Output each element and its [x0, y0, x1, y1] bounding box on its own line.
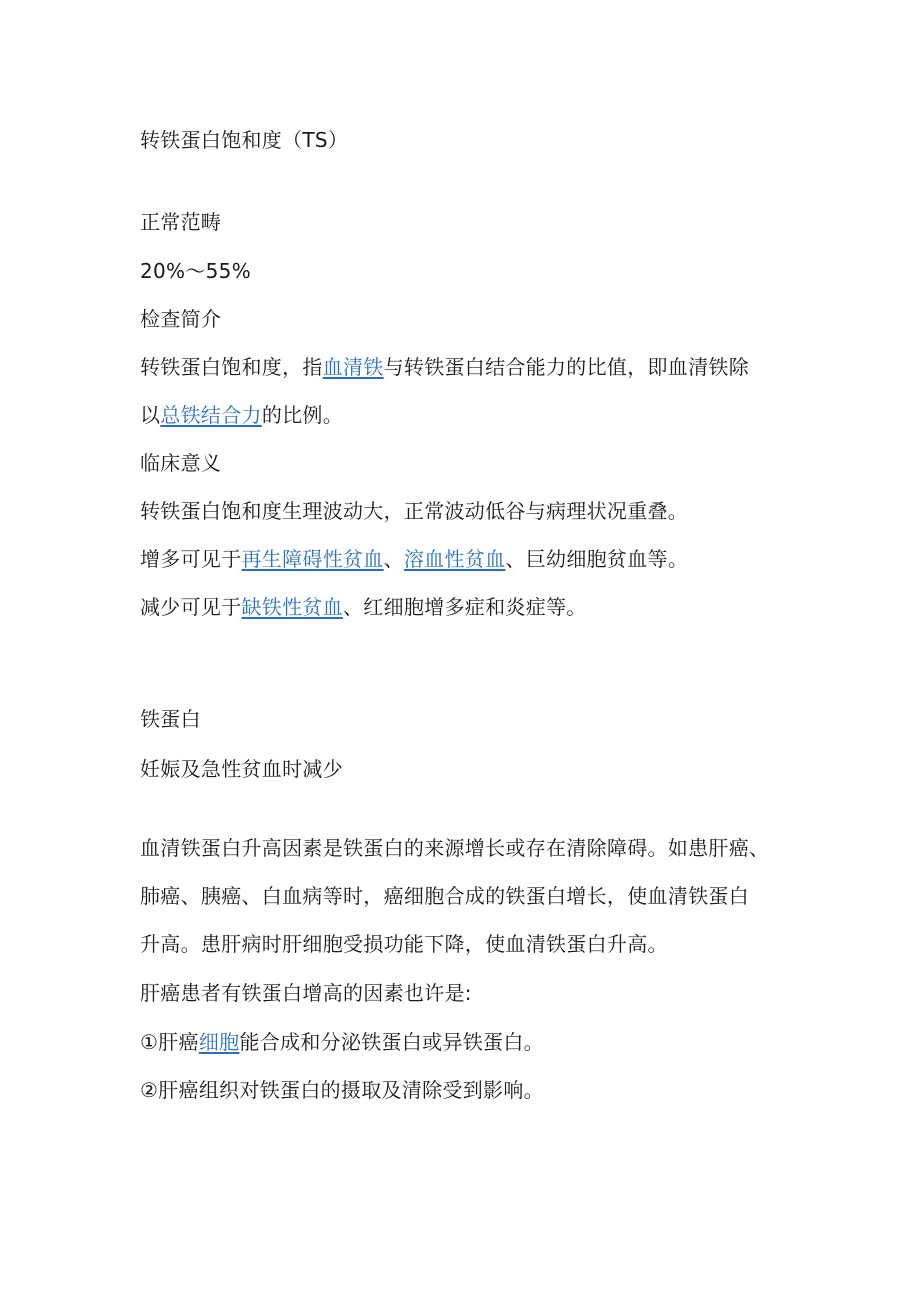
ferritin-title: 铁蛋白 — [140, 707, 201, 731]
intro-heading: 检查简介 — [140, 307, 222, 331]
link-total-iron-binding-capacity[interactable]: 总铁结合力 — [160, 403, 262, 427]
decrease-text-b: 、红细胞增多症和炎症等。 — [343, 595, 587, 619]
intro-line-1 — [140, 355, 749, 379]
intro-line-2 — [140, 403, 343, 427]
link-cell[interactable]: 细胞 — [198, 1030, 240, 1054]
point-2: ②肝癌组织对铁蛋白的摄取及清除受到影响。 — [140, 1078, 544, 1102]
link-serum-iron[interactable]: 血清铁 — [322, 355, 384, 379]
ferritin-paragraph-line-3: 升高。患肝病时肝细胞受损功能下降，使血清铁蛋白升高。 — [140, 932, 668, 956]
intro-text-c: 以 — [140, 403, 161, 427]
link-iron-deficiency-anemia[interactable]: 缺铁性贫血 — [241, 595, 343, 619]
liver-cancer-intro: 肝癌患者有铁蛋白增高的因素也许是: — [140, 981, 472, 1005]
ts-title: 转铁蛋白饱和度（TS） — [140, 128, 349, 152]
link-aplastic-anemia[interactable]: 再生障碍性贫血 — [241, 547, 384, 571]
point-1 — [140, 1030, 544, 1054]
ferritin-paragraph-line-1: 血清铁蛋白升高因素是铁蛋白的来源增长或存在清除障碍。如患肝癌、 — [140, 836, 770, 860]
normal-range-value: 20%～55% — [140, 259, 252, 283]
link-hemolytic-anemia[interactable]: 溶血性贫血 — [403, 547, 506, 571]
significance-line: 转铁蛋白饱和度生理波动大，正常波动低谷与病理状况重叠。 — [140, 499, 689, 523]
decrease-line — [140, 595, 587, 619]
intro-text-a: 转铁蛋白饱和度，指 — [140, 355, 323, 379]
decrease-text-a: 减少可见于 — [140, 595, 242, 619]
point-1-text-a: ①肝癌 — [140, 1030, 199, 1054]
ferritin-paragraph-line-2: 肺癌、胰癌、白血病等时，癌细胞合成的铁蛋白增长，使血清铁蛋白 — [140, 884, 749, 908]
significance-heading: 临床意义 — [140, 451, 222, 475]
increase-line — [140, 547, 688, 571]
intro-text-b: 与转铁蛋白结合能力的比值，即血清铁除 — [383, 355, 750, 379]
intro-text-d: 的比例。 — [261, 403, 344, 427]
increase-text-a: 增多可见于 — [140, 547, 242, 571]
point-1-text-b: 能合成和分泌铁蛋白或异铁蛋白。 — [239, 1030, 544, 1054]
increase-text-b: 、巨幼细胞贫血等。 — [505, 547, 689, 571]
normal-range-heading: 正常范畴 — [140, 210, 222, 234]
ferritin-subtitle: 妊娠及急性贫血时减少 — [140, 757, 343, 781]
increase-separator: 、 — [383, 547, 404, 571]
